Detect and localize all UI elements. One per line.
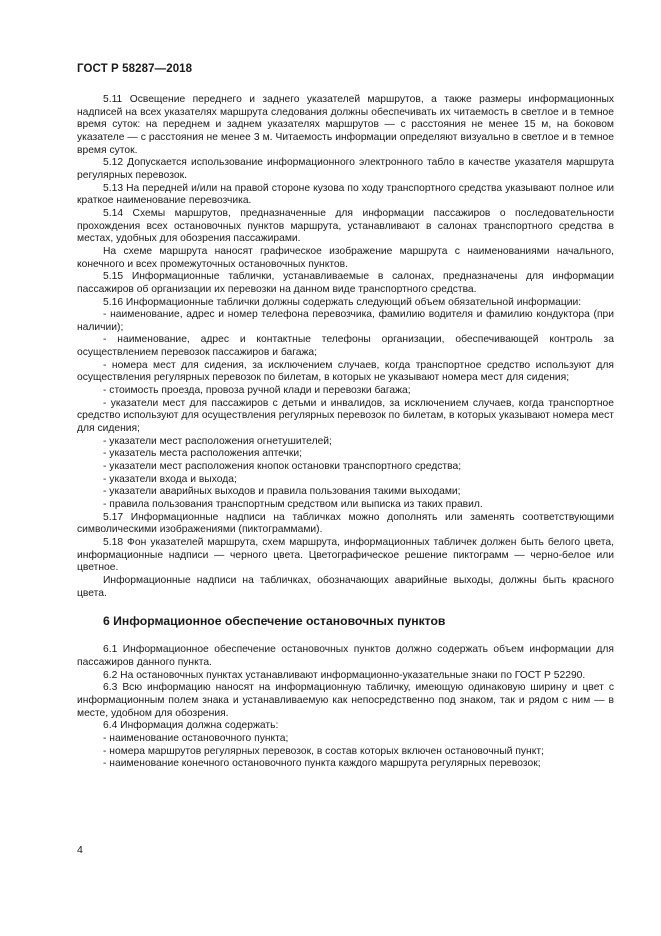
paragraph-5-16: 5.16 Информационные таблички должны содержать следующий объем обязательной информации: <box>103 296 582 308</box>
paragraph-5-14: 5.14 Схемы маршрутов, предназначенные для информации пассажиров о последовательности прохождения всех остановочных пунктов маршрута, устанавливают в салонах транспортного средства в местах, удобных для обозрения пассажирами. <box>77 207 614 245</box>
list-item: - номера маршрутов регулярных перевозок, в состав которых включен остановочный пункт; <box>103 745 544 757</box>
paragraph-5-13: 5.13 На передней и/или на правой стороне кузова по ходу транспортного средства указывают полное или краткое наименование перевозчика. <box>77 182 614 207</box>
list-item: - наименование конечного остановочного пункта каждого маршрута регулярных перевозок; <box>103 758 541 770</box>
paragraph-5-17: 5.17 Информационные надписи на табличках можно дополнять или заменять соответствующими символическими изображениями (пиктограммами). <box>77 511 614 536</box>
list-item: - правила пользования транспортным средством или выписка из таких правил. <box>103 499 483 510</box>
paragraph-6-1: 6.1 Информационное обеспечение остановочных пунктов должно содержать объем информации для пассажиров данного пункта. <box>77 644 614 668</box>
paragraph-6-4: 6.4 Информация должна содержать: <box>103 720 279 732</box>
list-item: - указатели мест расположения огнетушителей; <box>103 435 332 447</box>
paragraph-5-14-scheme: На схеме маршрута наносят графическое изображение маршрута с наименованиями начального, конечного и всех промежуточных остановочных пунктов. <box>77 245 614 270</box>
page-body <box>77 94 614 771</box>
list-item: - номера мест для сидения, за исключением случаев, когда транспортное средство используют для осуществления регулярных перевозок по билетам, в которых не указывают номера мест для сидения; <box>77 359 614 384</box>
list-item: - наименование, адрес и номер телефона перевозчика, фамилию водителя и фамилию кондуктора (при наличии); <box>77 309 614 333</box>
list-item: - указатели входа и выхода; <box>103 473 237 485</box>
paragraph-5-11: 5.11 Освещение переднего и заднего указателей маршрутов, а также размеры информационных надписей на всех указателях маршрута следования должны обеспечивать их читаемость в светлое и в темное время суток: на переднем и заднем указателях маршрутов — с расстояния не менее 15 м, на боковом указателе — с расстояния не менее 3 м. Читаемость информации определяют визуально в светлое и в темное время суток. <box>77 94 614 156</box>
paragraph-5-12: 5.12 Допускается использование информационного электронного табло в качестве указателя маршрута регулярных перевозок. <box>77 157 614 181</box>
page-number: 4 <box>77 844 83 856</box>
paragraph-6-3: 6.3 Всю информацию наносят на информационную табличку, имеющую одинаковую ширину и цвет с информационным полем знака и устанавливаемую как непосредственно под знаком, так и рядом с ним — в месте, удобном для обозрения. <box>77 682 614 719</box>
paragraph-5-18-emergency: Информационные надписи на табличках, обозначающих аварийные выходы, должны быть красного цвета. <box>77 574 614 599</box>
section-title: 6 Информационное обеспечение остановочных пунктов <box>103 614 446 629</box>
list-item: - стоимость проезда, провоза ручной клади и перевозки багажа; <box>103 385 411 397</box>
document-header: ГОСТ Р 58287—2018 <box>77 63 193 75</box>
list-item: - наименование остановочного пункта; <box>103 732 289 744</box>
list-item: - указатель места расположения аптечки; <box>103 448 303 460</box>
list-item: - указатели аварийных выходов и правила пользования такими выходами; <box>103 486 461 498</box>
list-item: - указатели мест для пассажиров с детьми и инвалидов, за исключением случаев, когда транспортное средство используют для осуществления регулярных перевозок по билетам, в которых указывают номера мест для сидения; <box>77 397 614 435</box>
list-item: - наименование, адрес и контактные телефоны организации, обеспечивающей контроль за осуществлением перевозок пассажиров и багажа; <box>77 334 614 359</box>
paragraph-5-18: 5.18 Фон указателей маршрута, схем маршрута, информационных табличек должен быть белого цвета, информационные надписи — черного цвета. Цветографическое решение пиктограмм — черно-белое или цветное. <box>77 536 614 574</box>
list-item: - указатели мест расположения кнопок остановки транспортного средства; <box>103 461 462 473</box>
paragraph-6-2: 6.2 На остановочных пунктах устанавливают информационно-указательные знаки по ГОСТ Р 52290. <box>103 669 586 681</box>
paragraph-5-15: 5.15 Информационные таблички, устанавливаемые в салонах, предназначены для информации пассажиров об организации их перевозки на данном виде транспортного средства. <box>77 271 614 295</box>
